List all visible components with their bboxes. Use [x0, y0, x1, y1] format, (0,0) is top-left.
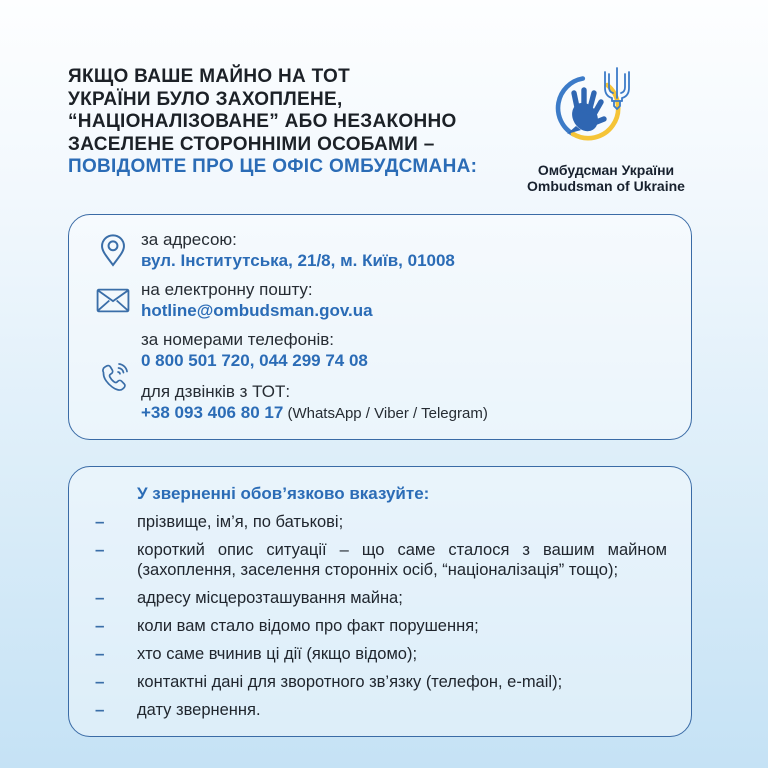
- logo-title-uk: Омбудсман України: [537, 162, 675, 178]
- dash-bullet: –: [95, 672, 105, 691]
- hand-icon: [567, 90, 604, 136]
- phone-icon: [85, 357, 141, 397]
- ombudsman-logo: [516, 60, 696, 194]
- contact-label: за номерами телефонів:: [141, 330, 334, 349]
- heading-line: УКРАЇНИ БУЛО ЗАХОПЛЕНЕ,: [68, 88, 343, 110]
- ombudsman-logo-mark: [543, 60, 669, 156]
- heading-line: ЗАСЕЛЕНЕ СТОРОННІМИ ОСОБАМИ –: [68, 133, 435, 155]
- dash-bullet: –: [95, 588, 105, 607]
- contact-tot-phone: [141, 381, 669, 425]
- requirements-card: [68, 466, 692, 737]
- list-item-text: дату звернення.: [137, 701, 261, 719]
- dash-bullet: –: [95, 700, 105, 719]
- list-item: [93, 700, 667, 720]
- contact-address: вул. Інститутська, 21/8, м. Київ, 01008: [141, 251, 455, 270]
- dash-bullet: –: [95, 616, 105, 635]
- list-item-text: адресу місцерозташування майна;: [137, 589, 403, 607]
- logo-title-en: Ombudsman of Ukraine: [527, 178, 685, 194]
- list-item: [93, 588, 667, 608]
- heading-line: ЯКЩО ВАШЕ МАЙНО НА ТОТ: [68, 66, 351, 87]
- messenger-apps-note: (WhatsApp / Viber / Telegram): [283, 405, 488, 422]
- page-title: [68, 60, 477, 179]
- contact-label: за адресою:: [141, 230, 237, 249]
- contact-row-email: [85, 279, 669, 322]
- header: [68, 60, 696, 194]
- contact-phones: [141, 329, 669, 372]
- contact-phone-numbers: 0 800 501 720, 044 299 74 08: [141, 351, 368, 370]
- heading-highlight: ПОВІДОМТЕ ПРО ЦЕ ОФІС ОМБУДСМАНА:: [68, 156, 478, 177]
- list-item: [93, 616, 667, 636]
- list-item: [93, 512, 667, 532]
- list-item: [93, 540, 667, 580]
- heading-line: “НАЦІОНАЛІЗОВАНЕ” АБО НЕЗАКОННО: [68, 111, 457, 132]
- dash-bullet: –: [95, 540, 105, 559]
- contact-label: на електронну пошту:: [141, 280, 313, 299]
- contact-email: hotline@ombudsman.gov.ua: [141, 301, 373, 320]
- list-item-text: прізвище, ім’я, по батькові;: [137, 513, 344, 531]
- list-item: [93, 672, 667, 692]
- list-item-text: короткий опис ситуації – що саме сталося з вашим майном (захоплення, заселення сторонніх осіб, “націоналізація” тощо);: [137, 541, 667, 579]
- list-item-text: коли вам стало відомо про факт порушення;: [137, 617, 479, 635]
- list-item-text: хто саме вчинив ці дії (якщо відомо);: [137, 645, 418, 663]
- location-pin-icon: [85, 233, 141, 268]
- contact-row-phones: [85, 329, 669, 425]
- dash-bullet: –: [95, 512, 105, 531]
- contact-label: для дзвінків з ТОТ:: [141, 382, 291, 401]
- contact-card: [68, 214, 692, 440]
- contact-tot-number: +38 093 406 80 17: [141, 403, 284, 422]
- list-item: [93, 644, 667, 664]
- envelope-icon: [85, 288, 141, 313]
- list-item-text: контактні дані для зворотного зв’язку (телефон, e-mail);: [137, 673, 563, 691]
- requirements-title: У зверненні обов’язково вказуйте:: [137, 484, 430, 503]
- dash-bullet: –: [95, 644, 105, 663]
- contact-row-address: [85, 229, 669, 272]
